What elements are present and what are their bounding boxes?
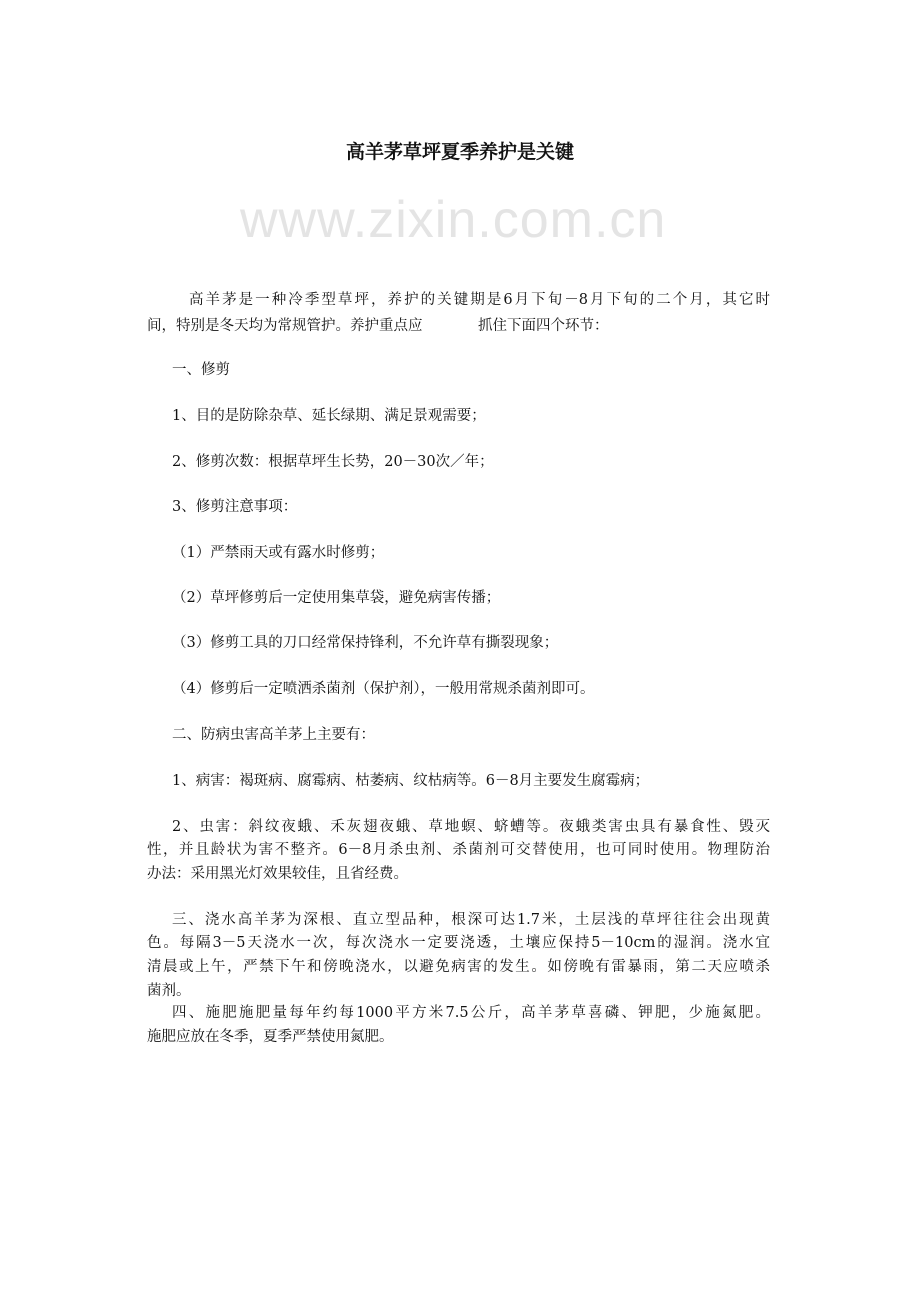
list-item: 1、目的是防除杂草、延长绿期、满足景观需要； bbox=[172, 408, 486, 424]
sub-item: （2）草坪修剪后一定使用集草袋，避免病害传播； bbox=[172, 590, 501, 606]
list-item: 3、修剪注意事项： bbox=[172, 499, 298, 515]
sub-item: （1）严禁雨天或有露水时修剪； bbox=[172, 545, 385, 561]
paragraph-line: 三、浇水高羊茅为深根、直立型品种，根深可达1.7米，土层浅的草坪往往会出现黄 bbox=[172, 912, 770, 928]
sub-item: （4）修剪后一定喷洒杀菌剂（保护剂），一般用常规杀菌剂即可。 bbox=[172, 681, 595, 697]
list-item: 2、修剪次数：根据草坪生长势，20－30次／年； bbox=[172, 454, 494, 470]
paragraph-line: 办法：采用黑光灯效果较佳，且省经费。 bbox=[147, 866, 408, 882]
document-title: 高羊茅草坪夏季养护是关键 bbox=[345, 141, 574, 163]
paragraph-line: 清晨或上午，严禁下午和傍晚浇水，以避免病害的发生。如傍晚有雷暴雨，第二天应喷杀 bbox=[147, 959, 770, 975]
paragraph-line: 菌剂。 bbox=[147, 983, 191, 999]
section-heading: 二、防病虫害高羊茅上主要有： bbox=[172, 727, 375, 743]
paragraph-line: 性，并且龄状为害不整齐。6－8月杀虫剂、杀菌剂可交替使用，也可同时使用。物理防治 bbox=[147, 842, 770, 858]
section-heading: 一、修剪 bbox=[172, 362, 230, 378]
list-item: 1、病害：褐斑病、腐霉病、枯萎病、纹枯病等。6－8月主要发生腐霉病； bbox=[172, 773, 650, 789]
intro-line: 抓住下面四个环节： bbox=[478, 318, 609, 334]
paragraph-line: 施肥应放在冬季，夏季严禁使用氮肥。 bbox=[147, 1029, 394, 1045]
paragraph-line: 四、施肥施肥量每年约每1000平方米7.5公斤，高羊茅草喜磷、钾肥，少施氮肥。 bbox=[172, 1005, 770, 1021]
intro-line: 间，特别是冬天均为常规管护。养护重点应 bbox=[147, 318, 423, 334]
sub-item: （3）修剪工具的刀口经常保持锋利，不允许草有撕裂现象； bbox=[172, 635, 559, 651]
intro-line: 高羊茅是一种冷季型草坪，养护的关键期是6月下旬－8月下旬的二个月，其它时 bbox=[189, 292, 770, 308]
watermark: www.zixin.com.cn bbox=[240, 191, 667, 249]
paragraph-line: 色。每隔3－5天浇水一次，每次浇水一定要浇透，土壤应保持5－10cm的湿润。浇水宜 bbox=[147, 935, 770, 951]
paragraph-line: 2、虫害：斜纹夜蛾、禾灰翅夜蛾、草地螟、蛴螬等。夜蛾类害虫具有暴食性、毁灭 bbox=[172, 819, 770, 835]
